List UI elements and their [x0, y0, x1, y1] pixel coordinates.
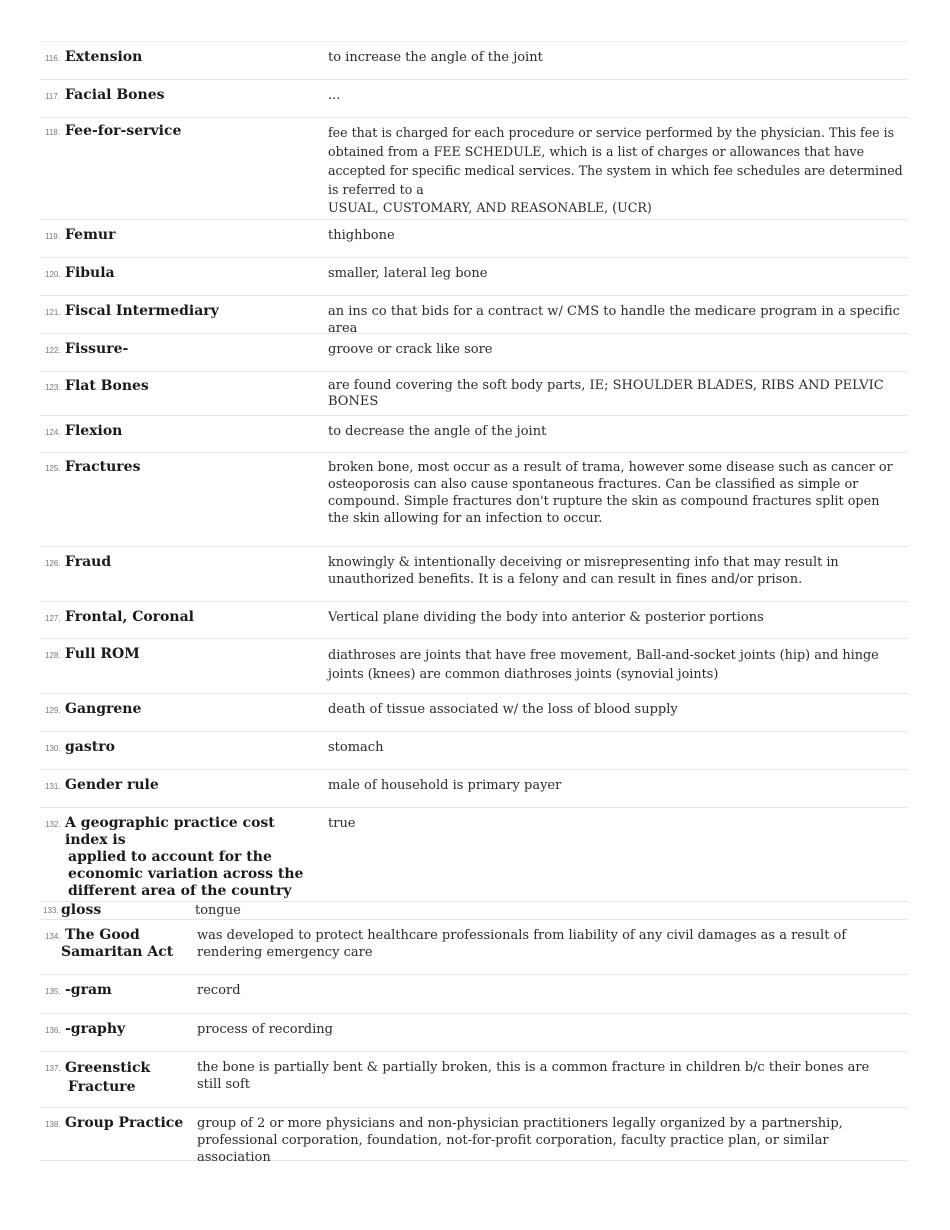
entry-number: 126. — [45, 559, 61, 568]
list-item — [40, 334, 908, 372]
entry-term: Fraud — [65, 554, 112, 570]
entry-number: 125. — [45, 464, 61, 473]
entry-definition-text-continued: USUAL, CUSTOMARY, AND REASONABLE, (UCR) — [328, 200, 652, 215]
glossary-list — [40, 41, 908, 1165]
list-item — [40, 80, 908, 118]
entry-number: 116. — [45, 54, 60, 63]
list-item — [40, 118, 908, 220]
entry-term-text: Greenstick — [65, 1060, 151, 1076]
entry-term: Femur — [65, 227, 116, 243]
entry-number: 127. — [45, 614, 61, 623]
list-item — [40, 1052, 908, 1108]
list-item — [40, 1108, 908, 1165]
entry-term: Fee-for-service — [65, 123, 182, 139]
list-item — [40, 372, 908, 416]
entry-definition: knowingly & intentionally deceiving or misrepresenting info that may result in unauthorized benefits. It is a felony and can result in fines and/or prison. — [328, 555, 839, 587]
entry-definition: thighbone — [328, 228, 395, 243]
entry-number: 124. — [45, 428, 61, 437]
entry-term: Fiscal Intermediary — [65, 303, 219, 319]
entry-term-text: The Good — [65, 927, 140, 943]
entry-definition: true — [328, 816, 356, 831]
entry-definition: to decrease the angle of the joint — [328, 424, 547, 439]
list-item — [40, 42, 908, 80]
entry-term: Full ROM — [65, 646, 140, 662]
entry-definition: the bone is partially bent & partially broken, this is a common fracture in children b/c their bones are still soft — [197, 1060, 870, 1092]
entry-definition — [328, 123, 903, 216]
entry-definition: male of household is primary payer — [328, 778, 562, 793]
entry-number: 131. — [45, 782, 61, 791]
entry-number: 132. — [45, 820, 61, 829]
entry-term-text: A geographic practice cost index is — [65, 815, 275, 848]
list-item — [40, 808, 908, 902]
entry-definition: an ins co that bids for a contract w/ CMS to handle the medicare program in a specific area — [328, 304, 900, 336]
entry-definition: smaller, lateral leg bone — [328, 266, 488, 281]
entry-definition: diathroses are joints that have free movement, Ball-and-socket joints (hip) and hinge joints (knees) are common diathroses joints (synovial joints) — [328, 648, 879, 682]
entry-number: 128. — [45, 651, 61, 660]
entry-definition: ... — [328, 88, 341, 103]
entry-term: gloss — [61, 902, 102, 918]
entry-number: 123. — [45, 383, 61, 392]
list-item — [40, 975, 908, 1014]
list-item — [40, 694, 908, 732]
entry-definition: stomach — [328, 740, 384, 755]
entry-number: 120. — [45, 270, 61, 279]
entry-term — [65, 815, 320, 900]
entry-definition-text: fee that is charged for each procedure or service performed by the physician. This fee is obtained from a FEE SCHEDULE, which is a list of charges or allowances that have accepted for specific medical services. The system in which fee schedules are determined is referred to a — [328, 125, 903, 197]
list-item — [40, 258, 908, 296]
list-item — [40, 902, 908, 920]
entry-number: 130. — [45, 744, 61, 753]
entry-number: 122. — [45, 346, 61, 355]
entry-term: Frontal, Coronal — [65, 609, 194, 625]
entry-number: 121. — [45, 308, 61, 317]
list-item — [40, 602, 908, 639]
entry-number: 129. — [45, 706, 61, 715]
entry-term-continued: Samaritan Act — [61, 944, 174, 960]
entry-definition: Vertical plane dividing the body into anterior & posterior portions — [328, 610, 764, 625]
list-item — [40, 453, 908, 547]
entry-term: gastro — [65, 739, 115, 755]
entry-number: 137. — [45, 1064, 61, 1073]
entry-definition: process of recording — [197, 1022, 333, 1037]
entry-number: 134. — [45, 932, 61, 941]
entry-definition: are found covering the soft body parts, IE; SHOULDER BLADES, RIBS AND PELVIC BONES — [328, 378, 884, 409]
list-item — [40, 416, 908, 453]
entry-term: Flexion — [65, 423, 123, 439]
list-item — [40, 1014, 908, 1052]
entry-term: Group Practice — [65, 1115, 184, 1131]
entry-definition: broken bone, most occur as a result of trama, however some disease such as cancer or osteoporosis can also cause spontaneous fractures. Can be classified as simple or compound. Simple fractures don't rupture the skin as compound fractures split open the skin allowing for an infection to occur. — [328, 460, 893, 526]
entry-definition: groove or crack like sore — [328, 342, 493, 357]
entry-term — [61, 927, 190, 961]
entry-number: 119. — [45, 232, 60, 241]
entry-number: 135. — [45, 987, 61, 996]
entry-term — [65, 1059, 190, 1097]
entry-number: 118. — [45, 128, 60, 137]
list-item — [40, 547, 908, 602]
entry-number: 138. — [45, 1120, 61, 1129]
entry-term-continued: Fracture — [68, 1079, 136, 1095]
list-item — [40, 220, 908, 258]
entry-term-continued: applied to account for the economic variation across the different area of the country — [68, 849, 304, 899]
entry-term: Gender rule — [65, 777, 159, 793]
entry-definition: was developed to protect healthcare professionals from liability of any civil damages as a result of rendering emergency care — [197, 928, 847, 960]
entry-definition: tongue — [195, 903, 241, 918]
list-item — [40, 770, 908, 808]
list-item — [40, 732, 908, 770]
entry-definition: record — [197, 983, 241, 998]
entry-term: Fractures — [65, 459, 141, 475]
entry-definition: death of tissue associated w/ the loss of blood supply — [328, 702, 678, 717]
entry-term: -graphy — [65, 1021, 126, 1037]
entry-definition: to increase the angle of the joint — [328, 50, 543, 65]
list-item — [40, 639, 908, 694]
entry-number: 117. — [45, 92, 60, 101]
entry-term: -gram — [65, 982, 112, 998]
entry-term: Gangrene — [65, 701, 142, 717]
entry-number: 136. — [45, 1026, 61, 1035]
list-item — [40, 920, 908, 975]
entry-term: Fibula — [65, 265, 115, 281]
entry-number: 133. — [43, 906, 59, 915]
list-item — [40, 296, 908, 334]
entry-term: Facial Bones — [65, 87, 165, 103]
entry-definition: group of 2 or more physicians and non-physician practitioners legally organized by a partnership, professional corporation, foundation, not-for-profit corporation, faculty practice plan, or similar association — [197, 1116, 843, 1165]
entry-term: Fissure- — [65, 341, 129, 357]
entry-term: Extension — [65, 49, 143, 65]
entry-term: Flat Bones — [65, 378, 149, 394]
